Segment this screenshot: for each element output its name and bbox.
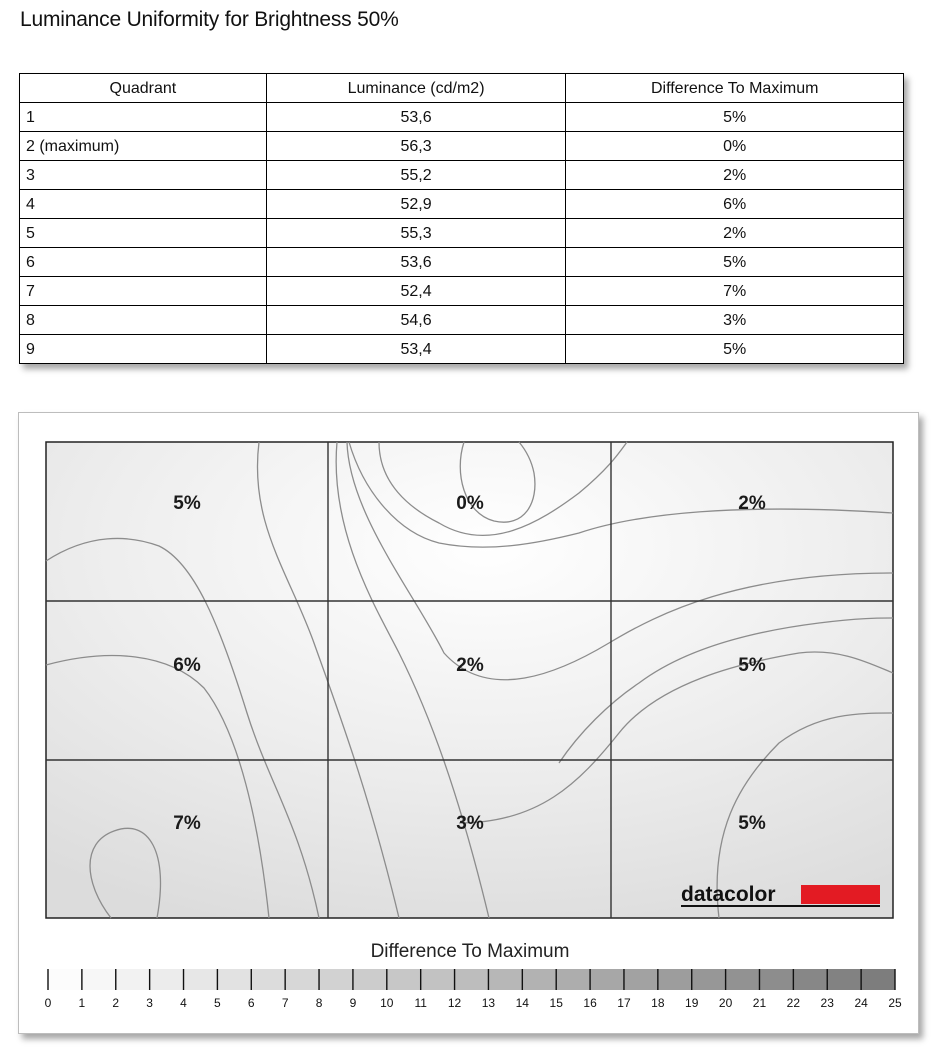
- colorbar-tick-label: 3: [146, 996, 153, 1010]
- quadrant-label-2: 0%: [456, 493, 484, 514]
- colorbar-segment: [387, 969, 421, 990]
- colorbar-tick-label: 23: [820, 996, 834, 1010]
- table-row: [20, 103, 904, 132]
- colorbar-segment: [827, 969, 861, 990]
- difference-cell: 5%: [566, 248, 904, 277]
- colorbar-segment: [658, 969, 692, 990]
- quadrant-cell: 7: [20, 277, 267, 306]
- colorbar-tick-label: 17: [617, 996, 631, 1010]
- logo-red-bar: [801, 885, 880, 904]
- colorbar-segment: [488, 969, 522, 990]
- quadrant-cell: 5: [20, 219, 267, 248]
- colorbar: [45, 969, 902, 1010]
- difference-cell: 6%: [566, 190, 904, 219]
- luminance-cell: 52,4: [266, 277, 566, 306]
- colorbar-tick-label: 25: [888, 996, 902, 1010]
- quadrant-label-9: 5%: [738, 813, 766, 834]
- colorbar-tick-label: 2: [112, 996, 120, 1010]
- colorbar-segment: [150, 969, 184, 990]
- colorbar-segment: [353, 969, 387, 990]
- luminance-cell: 53,4: [266, 335, 566, 364]
- luminance-table: [19, 73, 904, 364]
- difference-cell: 2%: [566, 161, 904, 190]
- difference-cell: 2%: [566, 219, 904, 248]
- colorbar-segment: [726, 969, 760, 990]
- colorbar-title: Difference To Maximum: [370, 941, 570, 962]
- quadrant-cell: 1: [20, 103, 267, 132]
- table-row: [20, 335, 904, 364]
- colorbar-segment: [319, 969, 353, 990]
- quadrant-cell: 8: [20, 306, 267, 335]
- colorbar-tick-label: 20: [718, 996, 733, 1010]
- quadrant-cell: 2 (maximum): [20, 132, 267, 161]
- uniformity-heatmap-svg: [19, 413, 918, 1033]
- colorbar-tick-label: 9: [349, 996, 357, 1010]
- colorbar-segment: [285, 969, 319, 990]
- colorbar-segment: [251, 969, 285, 990]
- table-row: [20, 132, 904, 161]
- quadrant-label-8: 3%: [456, 813, 484, 834]
- difference-cell: 5%: [566, 335, 904, 364]
- colorbar-segment: [692, 969, 726, 990]
- quadrant-cell: 6: [20, 248, 267, 277]
- colorbar-tick-label: 5: [214, 996, 221, 1010]
- colorbar-segment: [556, 969, 590, 990]
- colorbar-tick-label: 10: [380, 996, 394, 1010]
- luminance-cell: 52,9: [266, 190, 566, 219]
- colorbar-tick-label: 12: [447, 996, 462, 1010]
- colorbar-segment: [624, 969, 658, 990]
- luminance-cell: 55,2: [266, 161, 566, 190]
- quadrant-label-4: 6%: [173, 655, 201, 676]
- luminance-cell: 56,3: [266, 132, 566, 161]
- table-row: [20, 190, 904, 219]
- table-row: [20, 219, 904, 248]
- difference-cell: 5%: [566, 103, 904, 132]
- quadrant-cell: 9: [20, 335, 267, 364]
- colorbar-segment: [455, 969, 489, 990]
- colorbar-segment: [48, 969, 82, 990]
- table-row: [20, 277, 904, 306]
- luminance-cell: 55,3: [266, 219, 566, 248]
- difference-cell: 3%: [566, 306, 904, 335]
- colorbar-tick-label: 11: [414, 996, 427, 1010]
- colorbar-segment: [116, 969, 150, 990]
- difference-cell: 0%: [566, 132, 904, 161]
- colorbar-tick-label: 16: [583, 996, 597, 1010]
- colorbar-segment: [861, 969, 895, 990]
- table-row: [20, 306, 904, 335]
- logo-text: datacolor: [681, 883, 776, 906]
- page-title: Luminance Uniformity for Brightness 50%: [20, 8, 399, 31]
- colorbar-tick-label: 1: [78, 996, 86, 1010]
- header-luminance: Luminance (cd/m2): [266, 74, 566, 103]
- colorbar-tick-label: 4: [180, 996, 187, 1010]
- colorbar-segment: [217, 969, 251, 990]
- colorbar-tick-label: 18: [651, 996, 665, 1010]
- difference-cell: 7%: [566, 277, 904, 306]
- table-header-row: [20, 74, 904, 103]
- quadrant-label-5: 2%: [456, 655, 484, 676]
- luminance-cell: 53,6: [266, 103, 566, 132]
- quadrant-label-7: 7%: [173, 813, 201, 834]
- colorbar-segment: [82, 969, 116, 990]
- quadrant-label-1: 5%: [173, 493, 201, 514]
- colorbar-segment: [590, 969, 624, 990]
- colorbar-segment: [793, 969, 827, 990]
- colorbar-tick-label: 14: [515, 996, 529, 1010]
- luminance-cell: 54,6: [266, 306, 566, 335]
- quadrant-label-6: 5%: [738, 655, 766, 676]
- colorbar-tick-label: 15: [549, 996, 563, 1010]
- header-quadrant: Quadrant: [20, 74, 267, 103]
- colorbar-segment: [184, 969, 218, 990]
- quadrant-label-3: 2%: [738, 493, 766, 514]
- colorbar-tick-label: 24: [854, 996, 868, 1010]
- colorbar-tick-label: 7: [281, 996, 289, 1010]
- colorbar-tick-label: 13: [481, 996, 496, 1010]
- quadrant-cell: 4: [20, 190, 267, 219]
- colorbar-segment: [421, 969, 455, 990]
- luminance-table-container: [19, 73, 904, 364]
- quadrant-cell: 3: [20, 161, 267, 190]
- colorbar-segment: [759, 969, 793, 990]
- colorbar-tick-label: 19: [685, 996, 699, 1010]
- colorbar-tick-label: 6: [247, 996, 255, 1010]
- header-difference: Difference To Maximum: [566, 74, 904, 103]
- colorbar-tick-label: 8: [315, 996, 323, 1010]
- colorbar-tick-label: 0: [44, 996, 52, 1010]
- colorbar-tick-label: 22: [786, 996, 801, 1010]
- colorbar-tick-label: 21: [752, 996, 767, 1010]
- table-row: [20, 161, 904, 190]
- luminance-cell: 53,6: [266, 248, 566, 277]
- uniformity-chart-panel: [18, 412, 919, 1034]
- table-row: [20, 248, 904, 277]
- colorbar-segment: [522, 969, 556, 990]
